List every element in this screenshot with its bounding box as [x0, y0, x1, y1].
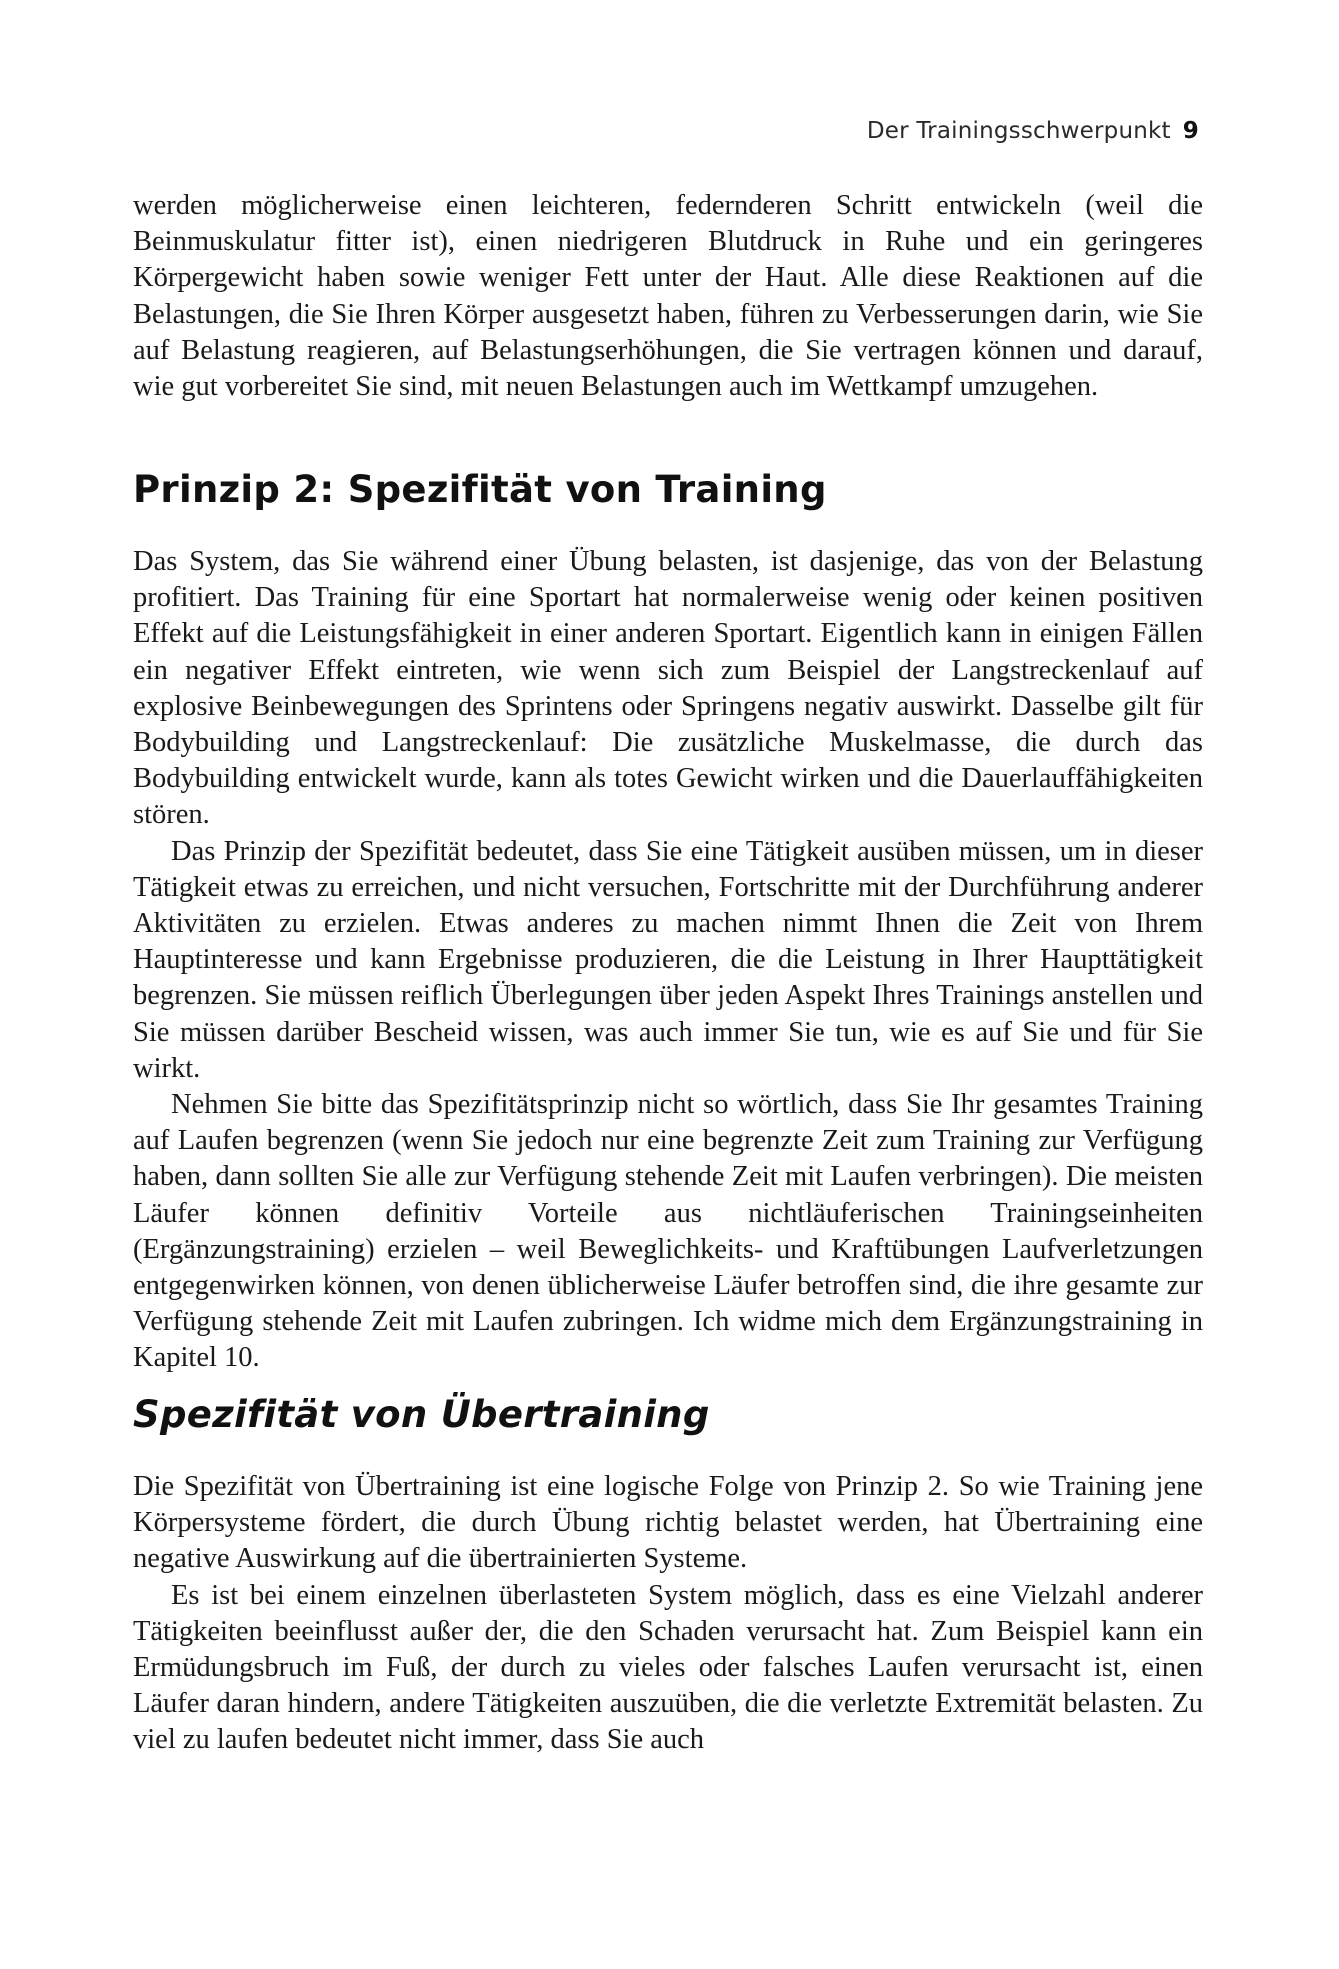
intro-paragraph: werden möglicherweise einen leichteren, federnderen Schritt entwickeln (weil die Beinmuskulatur fitter ist), einen niedrigeren Blutdruck in Ruhe und ein geringeres Körpergewicht haben sowie weniger Fett unter der Haut. Alle diese Reaktionen auf die Belastungen, die Sie Ihren Körper ausgesetzt haben, führen zu Verbesserungen darin, wie Sie auf Belastung reagieren, auf Belastungserhöhungen, die Sie vertragen können und darauf, wie gut vorbereitet Sie sind, mit neuen Belastungen auch im Wettkampf umzugehen.	[133, 190, 1203, 403]
section-heading-prinzip-2: Prinzip 2: Spezifität von Training	[133, 468, 827, 511]
running-title: Der Trainingsschwerpunkt	[866, 118, 1171, 144]
page-number: 9	[1182, 118, 1199, 144]
running-header	[867, 118, 1199, 144]
paragraph: Die Spezifität von Übertraining ist eine logische Folge von Prinzip 2. So wie Training jene Körpersysteme fördert, die durch Übung richtig belastet werden, hat Übertraining eine negative Auswirkung auf die übertrainierten Systeme.	[133, 1471, 1203, 1575]
section-heading-uebertraining: Spezifität von Übertraining	[133, 1393, 710, 1436]
intro-text	[133, 188, 1203, 405]
paragraph: Das Prinzip der Spezifität bedeutet, dass Sie eine Tätigkeit ausüben müssen, um in dieser Tätigkeit etwas zu erreichen, und nicht versuchen, Fortschritte mit der Durchführung anderer Aktivitäten zu erzielen. Etwas anderes zu machen nimmt Ihnen die Zeit von Ihrem Hauptinteresse und kann Ergebnisse produzieren, die die Leistung in Ihrer Haupttätigkeit begrenzen. Sie müssen reiflich Überlegungen über jeden Aspekt Ihres Trainings anstellen und Sie müssen darüber Bescheid wissen, was auch immer Sie tun, wie es auf Sie und für Sie wirkt.	[133, 835, 1203, 1084]
section-uebertraining-body	[133, 1469, 1203, 1759]
paragraph: Es ist bei einem einzelnen überlasteten System möglich, dass es eine Vielzahl anderer Tätigkeiten beeinflusst außer der, die den Schaden verursacht hat. Zum Beispiel kann ein Ermüdungsbruch im Fuß, der durch zu vieles oder falsches Laufen verursacht ist, einen Läufer daran hindern, andere Tätigkeiten auszuüben, die die verletzte Extremität belasten. Zu viel zu laufen bedeutet nicht immer, dass Sie auch	[133, 1579, 1203, 1756]
section-prinzip-2-body	[133, 544, 1203, 1377]
paragraph: Das System, das Sie während einer Übung belasten, ist dasjenige, das von der Belastung profitiert. Das Training für eine Sportart hat normalerweise wenig oder keinen positiven Effekt auf die Leistungsfähigkeit in einer anderen Sportart. Eigentlich kann in einigen Fällen ein negativer Effekt eintreten, wie wenn sich zum Beispiel der Langstreckenlauf auf explosive Beinbewegungen des Sprintens oder Springens negativ auswirkt. Dasselbe gilt für Bodybuilding und Langstreckenlauf: Die zusätzliche Muskelmasse, die durch das Bodybuilding entwickelt wurde, kann als totes Gewicht wirken und die Dauerlauffähigkeiten stören.	[133, 546, 1203, 831]
paragraph: Nehmen Sie bitte das Spezifitätsprinzip nicht so wörtlich, dass Sie Ihr gesamtes Training auf Laufen begrenzen (wenn Sie jedoch nur eine begrenzte Zeit zum Training zur Verfügung haben, dann sollten Sie alle zur Verfügung stehende Zeit mit Laufen verbringen). Die meisten Läufer können definitiv Vorteile aus nichtläuferischen Trainingseinheiten (Ergänzungstraining) erzielen – weil Beweglichkeits- und Kraftübungen Laufverletzungen entgegenwirken können, von denen üblicherweise Läufer betroffen sind, die ihre gesamte zur Verfügung stehende Zeit mit Laufen zubringen. Ich widme mich dem Ergänzungstraining in Kapitel 10.	[133, 1089, 1203, 1374]
